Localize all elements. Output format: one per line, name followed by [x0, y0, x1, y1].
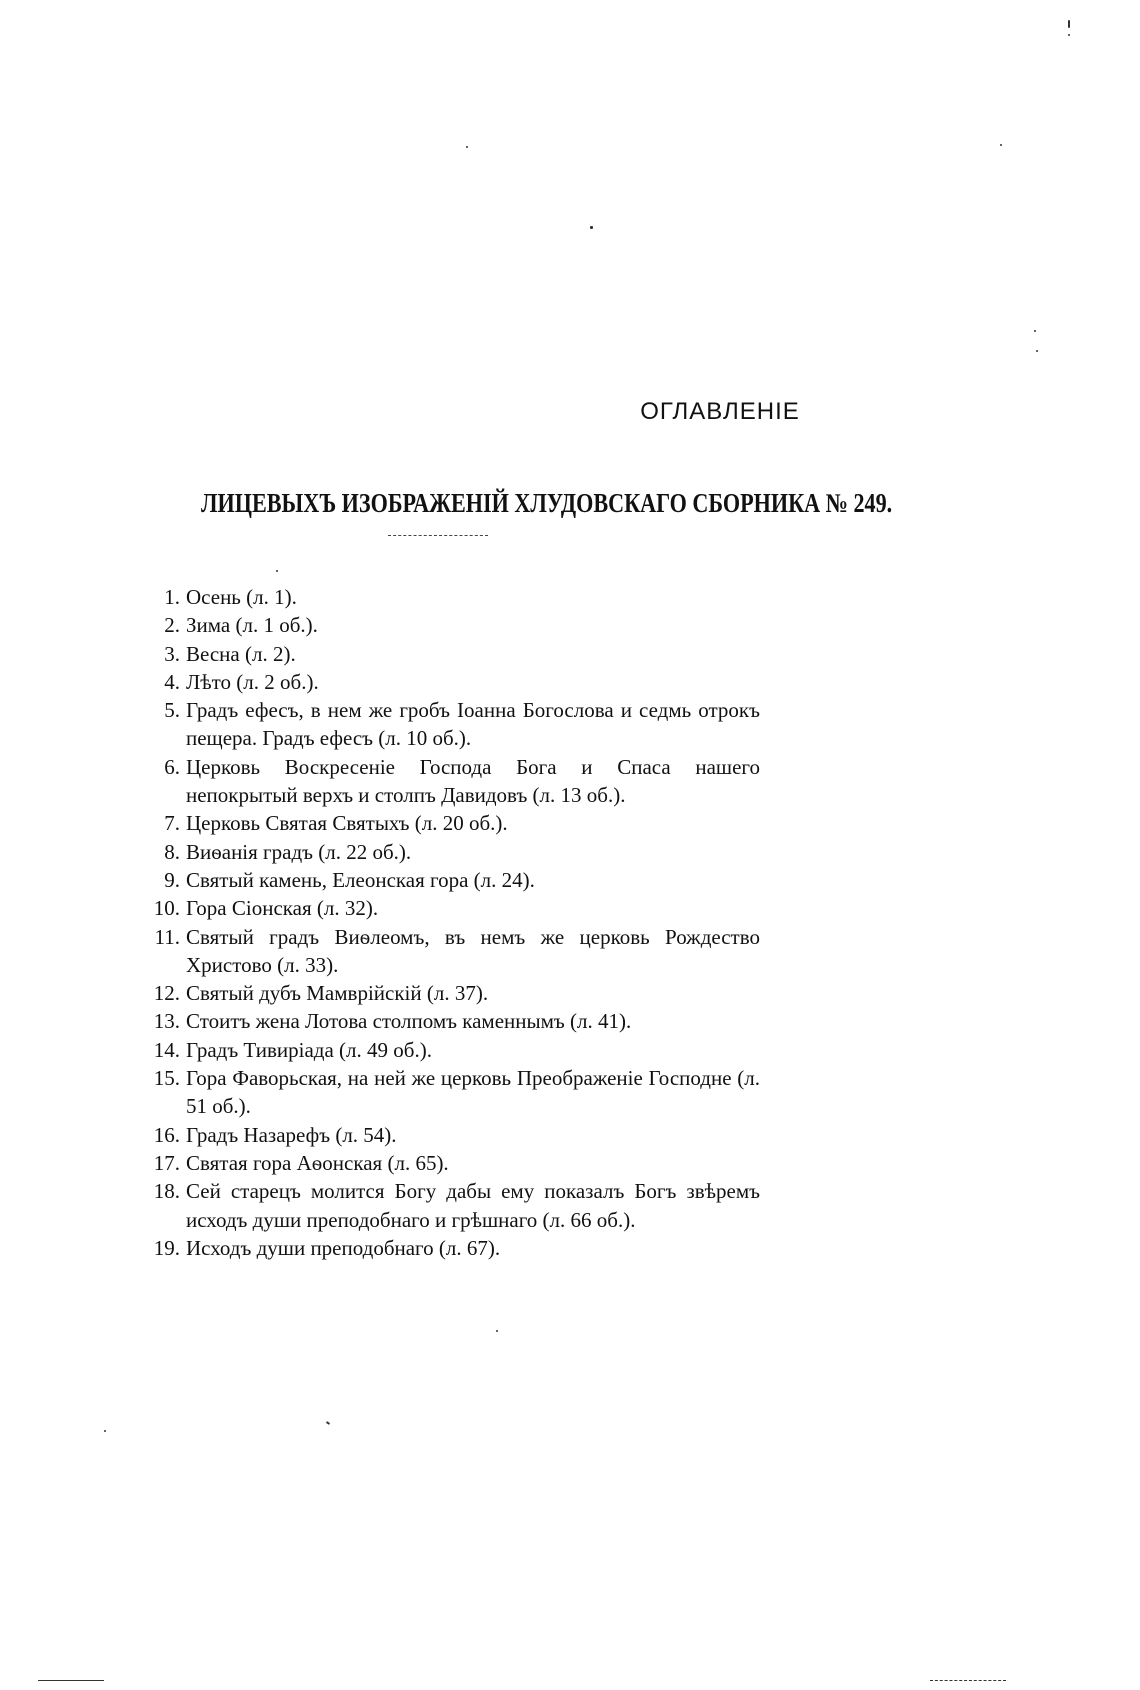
scan-speck	[326, 1421, 330, 1425]
toc-entry-number: 12.	[153, 981, 180, 1006]
toc-entry-text: Исходъ души преподобнаго (л. 67).	[186, 1235, 501, 1260]
toc-entry-number: 19.	[153, 1235, 180, 1260]
toc-entry	[140, 640, 760, 668]
scan-speck	[1036, 350, 1038, 352]
toc-entry-number: 18.	[153, 1179, 180, 1204]
toc-entry-text: Зима (л. 1 об.).	[186, 613, 318, 638]
toc-entry-text: Лѣто (л. 2 об.).	[186, 669, 319, 694]
toc-entry	[140, 866, 760, 894]
scan-speck	[1000, 144, 1002, 146]
scan-speck	[496, 1330, 498, 1332]
scan-speck	[104, 1430, 106, 1432]
toc-entry-text: Святый дубъ Мамврійскій (л. 37).	[186, 981, 489, 1006]
toc-entry-number: 8.	[164, 839, 180, 864]
toc-entry	[140, 696, 760, 753]
toc-entry-text: Стоитъ жена Лотова столпомъ каменнымъ (л. 41).	[186, 1009, 632, 1034]
toc-entry-text: Градъ Тивиріада (л. 49 об.).	[186, 1037, 432, 1062]
bottom-rule-left	[38, 1680, 104, 1681]
toc-entry-number: 3.	[164, 641, 180, 666]
toc-entry	[140, 809, 760, 837]
toc-entry-text: Святый камень, Елеонская гора (л. 24).	[186, 867, 535, 892]
toc-entry	[140, 1007, 760, 1035]
scan-speck	[466, 146, 468, 148]
toc-entry-text: Церковь Воскресеніе Господа Бога и Спаса нашего непокрытый верхъ и столпъ Давидовъ (л. 13 об.).	[186, 754, 760, 808]
toc-entry	[140, 979, 760, 1007]
toc-entry-number: 6.	[164, 754, 180, 779]
toc-entry-number: 16.	[153, 1122, 180, 1147]
scan-speck	[1034, 330, 1036, 332]
scan-speck	[1068, 34, 1070, 36]
scan-speck	[1068, 20, 1070, 28]
toc-entry	[140, 583, 760, 611]
toc-entry-number: 17.	[153, 1150, 180, 1175]
scan-speck	[276, 570, 278, 572]
toc-entry-number: 4.	[164, 669, 180, 694]
table-of-contents	[140, 583, 760, 1262]
toc-entry-text: Градъ Назарефъ (л. 54).	[186, 1122, 397, 1147]
toc-entry-text: Святая гора Аѳонская (л. 65).	[186, 1150, 449, 1175]
toc-entry	[140, 1064, 760, 1121]
toc-entry-text: Сей старецъ молится Богу дабы ему показалъ Богъ звѣремъ исходъ души преподобнаго и грѣшнаго (л. 66 об.).	[186, 1179, 760, 1232]
toc-entry	[140, 668, 760, 696]
toc-entry-number: 14.	[153, 1037, 180, 1062]
page-title	[0, 398, 1140, 426]
scan-speck	[590, 226, 593, 229]
toc-entry-number: 9.	[164, 867, 180, 892]
toc-entry-text: Гора Фаворьская, на ней же церковь Преображеніе Господне (л. 51 об.).	[186, 1066, 760, 1119]
toc-entry-number: 2.	[164, 613, 180, 638]
toc-entry-text: Виѳанія градъ (л. 22 об.).	[186, 839, 412, 864]
toc-entry	[140, 923, 760, 980]
toc-entry-text: Весна (л. 2).	[186, 641, 296, 666]
toc-entry	[140, 611, 760, 639]
toc-entry-number: 1.	[164, 585, 180, 609]
toc-entry-number: 15.	[153, 1066, 180, 1091]
toc-entry	[140, 894, 760, 922]
page-title-text: ОГЛАВЛЕНІЕ	[640, 398, 800, 425]
toc-entry-number: 10.	[153, 896, 180, 921]
toc-entry	[140, 1036, 760, 1064]
toc-entry-number: 5.	[164, 698, 180, 723]
toc-entry-text: Святый градъ Виѳлеомъ, въ немъ же церковь Рождество Христово (л. 33).	[186, 924, 760, 977]
toc-entry	[140, 1121, 760, 1149]
toc-entry-text: Церковь Святая Святыхъ (л. 20 об.).	[186, 811, 508, 836]
toc-entry	[140, 838, 760, 866]
toc-entry-text: Осень (л. 1).	[186, 585, 297, 609]
divider	[388, 535, 488, 536]
bottom-rule-right	[930, 1680, 1006, 1681]
toc-entry	[140, 1177, 760, 1234]
toc-entry-text: Градъ ефесъ, в нем же гробъ Іоанна Богослова и седмь отрокъ пещера. Градъ ефесъ (л. 10 об.).	[186, 698, 760, 751]
toc-entry-number: 13.	[153, 1009, 180, 1034]
toc-entry	[140, 1149, 760, 1177]
toc-entry-number: 7.	[164, 811, 180, 836]
toc-entry-text: Гора Сіонская (л. 32).	[186, 896, 379, 921]
page-subtitle: ЛИЦЕВЫХЪ ИЗОБРАЖЕНІЙ ХЛУДОВСКАГО СБОРНИКА № 249.	[201, 488, 893, 518]
toc-entry	[140, 753, 760, 810]
toc-entry	[140, 1234, 760, 1262]
toc-entry-number: 11.	[154, 924, 180, 949]
